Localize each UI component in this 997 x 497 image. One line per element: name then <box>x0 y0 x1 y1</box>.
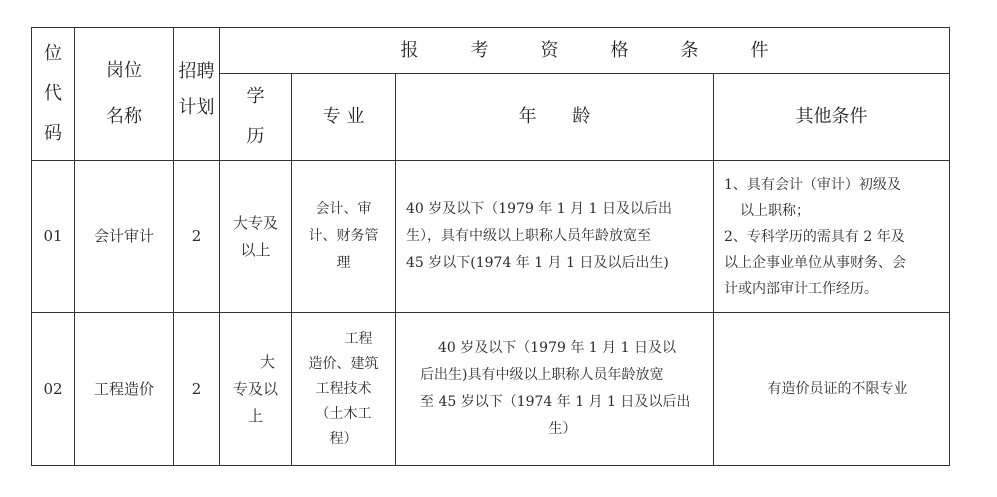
cell-education-line: 以上 <box>240 240 271 259</box>
cell-education-line: 专及以 <box>232 379 278 398</box>
cell-age-line: 生），具有中级以上职称人员年龄放宽至 <box>406 228 651 244</box>
cell-other <box>714 161 950 313</box>
cell-age <box>396 161 714 313</box>
header-position-name-line: 岗位 <box>106 60 142 81</box>
cell-code: 01 <box>32 161 75 313</box>
cell-age-line: 至 45 岁以下（1974 年 1 月 1 日及以后出 <box>420 394 691 410</box>
cell-other-line: 计或内部审计工作经历。 <box>724 280 878 297</box>
header-education-char: 历 <box>246 126 265 147</box>
header-code-char: 位 <box>44 43 62 64</box>
header-qualifications: 报考资格条件 <box>220 28 950 74</box>
cell-major-line: 计、财务管 <box>308 228 379 244</box>
cell-other-line: 2、专科学历的需具有 2 年及 <box>724 228 905 245</box>
cell-major-line: 造价、建筑 <box>308 355 379 372</box>
header-education <box>220 74 292 161</box>
cell-other-line: 以上企事业单位从事财务、会 <box>724 254 906 271</box>
cell-code: 02 <box>32 313 75 466</box>
header-position-name-line: 名称 <box>106 106 142 127</box>
cell-education <box>220 313 292 466</box>
header-position-name <box>75 28 174 161</box>
header-other: 其他条件 <box>714 74 950 161</box>
cell-major-line: 会计、审 <box>315 201 372 217</box>
cell-plan: 2 <box>174 313 220 466</box>
cell-major-line: 程） <box>329 430 358 447</box>
cell-position-name: 工程造价 <box>75 313 174 466</box>
header-plan <box>174 28 220 161</box>
header-code-char: 代 <box>44 83 62 104</box>
header-plan-line: 招聘 <box>178 61 215 82</box>
header-row-1 <box>32 28 950 74</box>
cell-age <box>396 313 714 466</box>
header-plan-line: 计划 <box>178 97 215 118</box>
cell-education-line: 大 <box>259 352 275 371</box>
header-code-char: 码 <box>44 123 62 144</box>
cell-position-name: 会计审计 <box>75 161 174 313</box>
header-education-char: 学 <box>246 86 265 107</box>
cell-education-line: 大专及 <box>232 213 278 232</box>
table-row <box>32 313 950 466</box>
cell-age-line: 生） <box>548 421 577 437</box>
cell-age-line: 40 岁及以下（1979 年 1 月 1 日及以后出 <box>406 201 672 217</box>
cell-age-line: 45 岁以下(1974 年 1 月 1 日及以后出生) <box>406 255 669 271</box>
cell-plan: 2 <box>174 161 220 313</box>
cell-major <box>292 313 396 466</box>
header-age: 年 龄 <box>396 74 714 161</box>
cell-major-line: 工程 <box>344 330 373 347</box>
cell-age-line: 40 岁及以下（1979 年 1 月 1 日及以 <box>438 340 676 356</box>
cell-major-line: （土木工 <box>315 405 372 422</box>
cell-major-line: 工程技术 <box>315 380 372 397</box>
cell-major-line: 理 <box>336 255 351 271</box>
recruitment-table <box>31 27 950 466</box>
header-major: 专 业 <box>292 74 396 161</box>
cell-major <box>292 161 396 313</box>
cell-education <box>220 161 292 313</box>
header-code <box>32 28 75 161</box>
cell-other: 有造价员证的不限专业 <box>714 313 950 466</box>
cell-other-line: 以上职称； <box>740 202 810 219</box>
cell-other-line: 1、具有会计（审计）初级及 <box>724 176 901 193</box>
table-row <box>32 161 950 313</box>
cell-education-line: 上 <box>247 406 263 425</box>
cell-age-line: 后出生)具有中级以上职称人员年龄放宽 <box>420 367 664 383</box>
